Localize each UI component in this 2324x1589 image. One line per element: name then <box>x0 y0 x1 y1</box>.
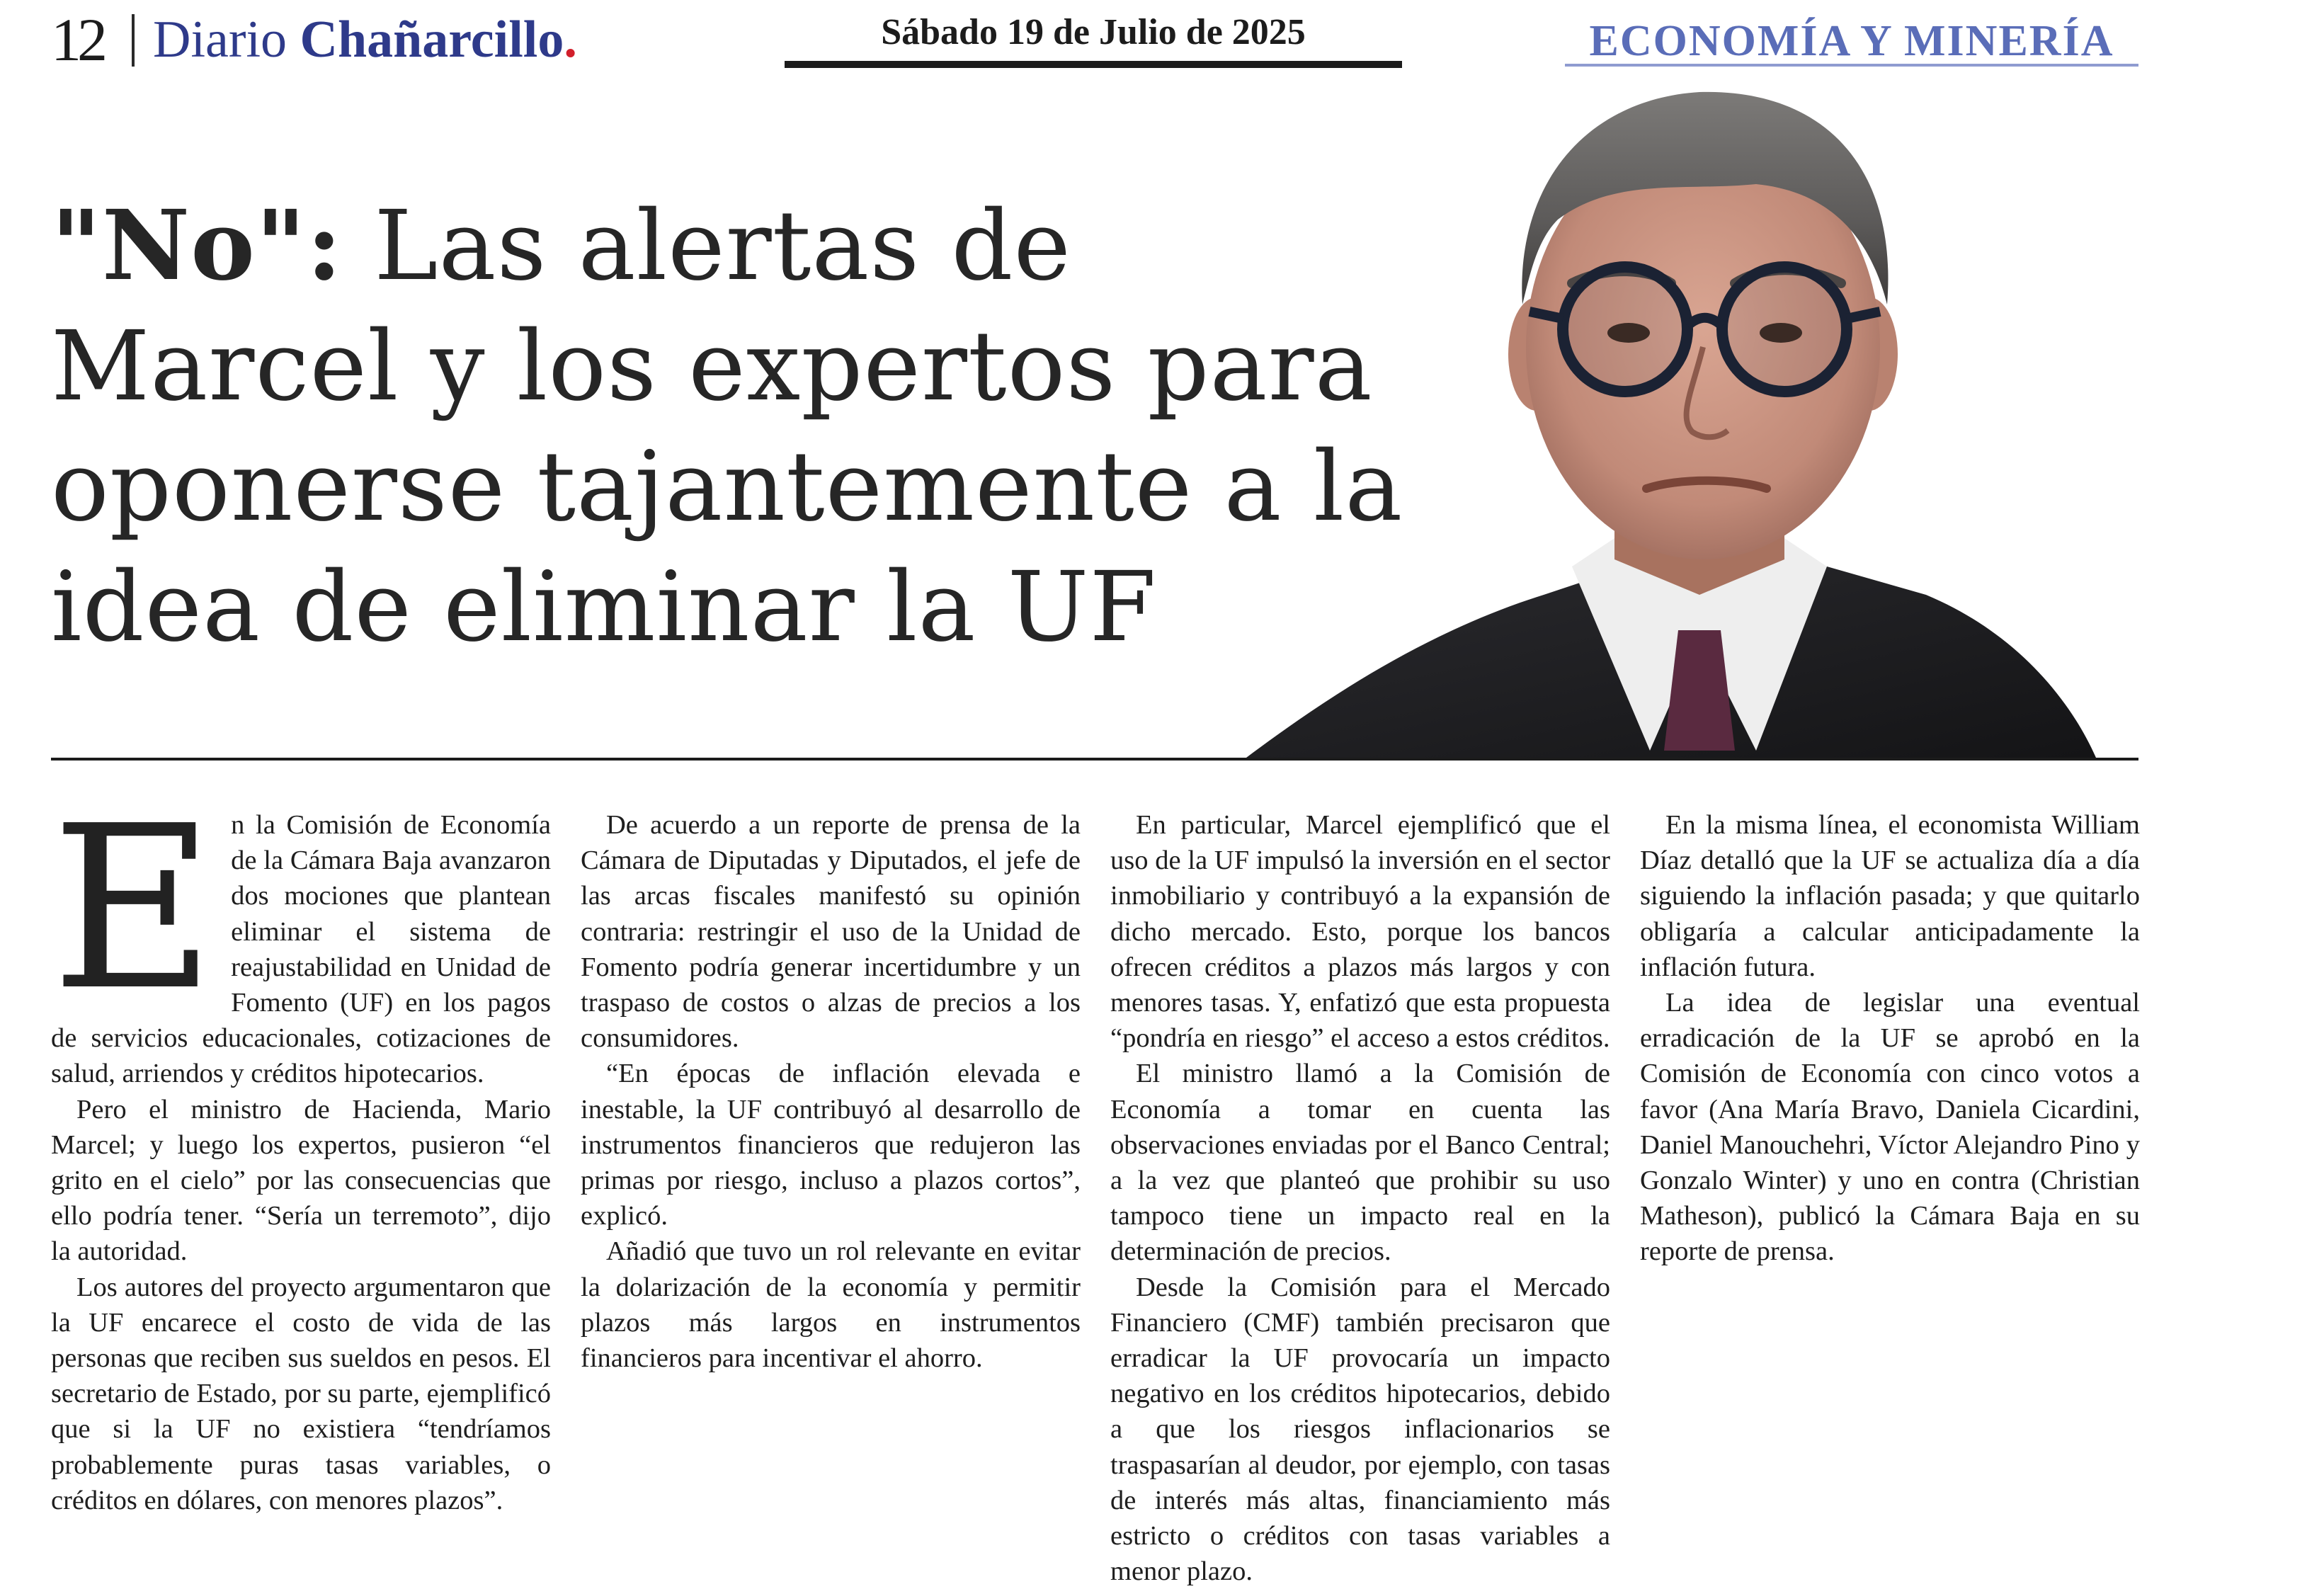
headline-rest: Las alertas de Marcel y los expertos para oponerse tajantemente a la idea de eliminar la UF <box>51 190 1403 663</box>
masthead-divider <box>132 14 135 67</box>
masthead <box>0 0 2324 74</box>
article-paragraph-5: “En épocas de inflación elevada e inestable, la UF contribuyó al desarrollo de instrumentos financieros que redujeron las primas por riesgo, incluso a plazos cortos”, explicó. <box>581 1059 1081 1231</box>
brand-dot: . <box>564 11 577 69</box>
section-title: ECONOMÍA Y MINERÍA <box>1589 17 2114 65</box>
article-paragraph-8: El ministro llamó a la Comisión de Economía a tomar en cuenta las observaciones enviadas por el Banco Central; a la vez que planteó que prohibir su uso tampoco tiene un impacto real en la determinación de precios. <box>1110 1059 1610 1267</box>
article-paragraph-11: La idea de legislar una eventual erradicación de la UF se aprobó en la Comisión de Economía con cinco votos a favor (Ana María Bravo, Daniela Cicardini, Daniel Manouchehri, Víctor Alejandro Pino y Gonzalo Winter) y uno en contra (Christian Matheson), publicó la Cámara Baja en su reporte de prensa. <box>1640 988 2140 1267</box>
article-paragraph-3: Los autores del proyecto argumentaron que la UF encarece el costo de vida de las personas que reciben sus sueldos en pesos. El secretario de Estado, por su parte, ejemplificó que si la UF no existiera “tendríamos probablemente puras tasas variables, o créditos en dólares, con menores plazos”. <box>51 1272 551 1515</box>
article-column-3 <box>1110 807 1610 1587</box>
article-column-4 <box>1640 807 2140 1501</box>
article-body <box>51 778 2140 1587</box>
article-paragraph-4: De acuerdo a un reporte de prensa de la Cámara de Diputadas y Diputados, el jefe de las arcas fiscales manifestó su opinión contraria: restringir el uso de la Unidad de Fomento podría generar incertidumbre y un traspaso de costos o alzas de precios a los consumidores. <box>581 810 1081 1054</box>
article-column-1 <box>51 778 551 1515</box>
issue-date: Sábado 19 de Julio de 2025 <box>881 12 1306 52</box>
drop-cap: E <box>51 778 216 1040</box>
headline-lead: "No": <box>51 189 343 302</box>
article-paragraph-10: En la misma línea, el economista William Díaz detalló que la UF se actualiza día a día siguiendo la inflación pasada; y que quitarlo obligaría a calcular anticipadamente la inflación futura. <box>1640 810 2140 982</box>
date-underline <box>785 61 1402 68</box>
article-paragraph-2: Pero el ministro de Hacienda, Mario Marcel; y luego los expertos, pusieron “el grito en el cielo” por las consecuencias que ello podría tener. “Sería un terremoto”, dijo la autoridad. <box>51 1094 551 1267</box>
article-column-2 <box>581 807 1081 1501</box>
article-paragraph-7: En particular, Marcel ejemplificó que el uso de la UF impulsó la inversión en el sector inmobiliario y contribuyó a la expansión de dicho mercado. Esto, porque los bancos ofrecen créditos a plazos más largos y con menores tasas. Y, enfatizó que esta propuesta “pondría en riesgo” el acceso a estos créditos. <box>1110 810 1610 1054</box>
article-paragraph-6: Añadió que tuvo un rol relevante en evitar la dolarización de la economía y permitir plazos más largos en instrumentos financieros para incentivar el ahorro. <box>581 1236 1081 1374</box>
article-headline <box>51 186 1432 668</box>
headline-rule <box>51 758 2138 761</box>
newspaper-logo <box>153 4 577 75</box>
article-paragraph-1: En la Comisión de Economía de la Cámara Baja avanzaron dos mociones que plantean eliminar el sistema de reajustabilidad en Unidad de Fomento (UF) en los pagos de servicios educacionales, cotizaciones de salud, arriendos y créditos hipotecarios. <box>51 778 551 1089</box>
brand-word-diario: Diario <box>153 11 300 69</box>
page-number: 12 <box>51 6 103 74</box>
article-paragraph-9: Desde la Comisión para el Mercado Financiero (CMF) también precisaron que erradicar la UF provocaría un impacto negativo en los créditos hipotecarios, debido a que los riesgos inflacionarios se traspasarían al deudor, por ejemplo, con tasas de interés más altas, financiamiento más estricto o créditos con tasas variables a menor plazo. <box>1110 1272 1610 1587</box>
brand-word-chanarcillo: Chañarcillo <box>300 11 564 69</box>
